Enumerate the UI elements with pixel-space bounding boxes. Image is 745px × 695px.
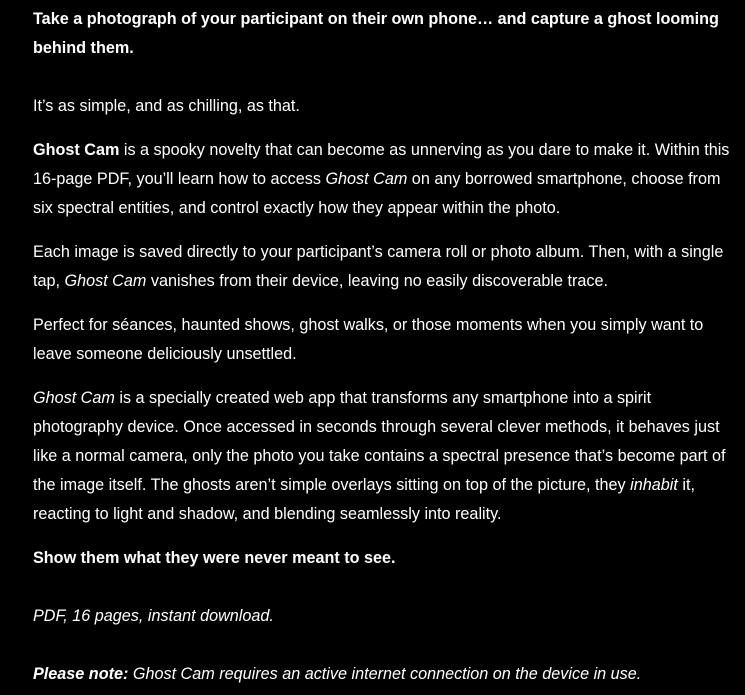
note-text: Ghost Cam requires an active internet connection on the device in use. [128,665,642,683]
paragraph-text: Each image is saved directly to your participant’s camera roll or photo album. Then, with a single tap, [33,243,724,290]
requirement-note [33,660,733,689]
emphasis-word: inhabit [630,476,678,494]
paragraph-text: is a specially created web app that transforms any smartphone into a spirit photography device. Once accessed in seconds through several clever methods, it behaves just like a normal camera, only the photo you take contains a spectral presence that’s become part of the image itself. The ghosts aren’t simple overlays sitting on top of the picture, they [33,389,726,494]
brand-name-italic: Ghost Cam [64,272,147,290]
brand-name-italic: Ghost Cam [325,170,408,188]
paragraph-text: it, reacting to light and shadow, and blending seamlessly into reality. [33,476,695,523]
brand-name-italic: Ghost Cam [33,389,115,407]
tagline: It’s as simple, and as chilling, as that. [33,97,300,115]
product-info-text: PDF, 16 pages, instant download. [33,607,274,625]
description-paragraph-4 [33,384,733,529]
product-description [33,5,733,689]
note-label: Please note: [33,665,129,683]
slogan [33,544,733,573]
paragraph-text: vanishes from their device, leaving no easily discoverable trace. [146,272,608,290]
headline: Take a photograph of your participant on their own phone… and capture a ghost looming behind them. [33,10,719,57]
description-paragraph-1 [33,136,733,223]
paragraph-text: is a spooky novelty that can become as unnerving as you dare to make it. Within this 16-page PDF, you’ll learn how to access [33,141,730,188]
slogan-text: Show them what they were never meant to see. [33,549,396,567]
product-info [33,602,733,631]
paragraph-text: on any borrowed smartphone, choose from six spectral entities, and control exactly how they appear within the photo. [33,170,721,217]
description-paragraph-3: Perfect for séances, haunted shows, ghost walks, or those moments when you simply want to leave someone deliciously unsettled. [33,316,704,363]
brand-name-bold: Ghost Cam [33,141,120,159]
description-paragraph-2 [33,238,733,296]
